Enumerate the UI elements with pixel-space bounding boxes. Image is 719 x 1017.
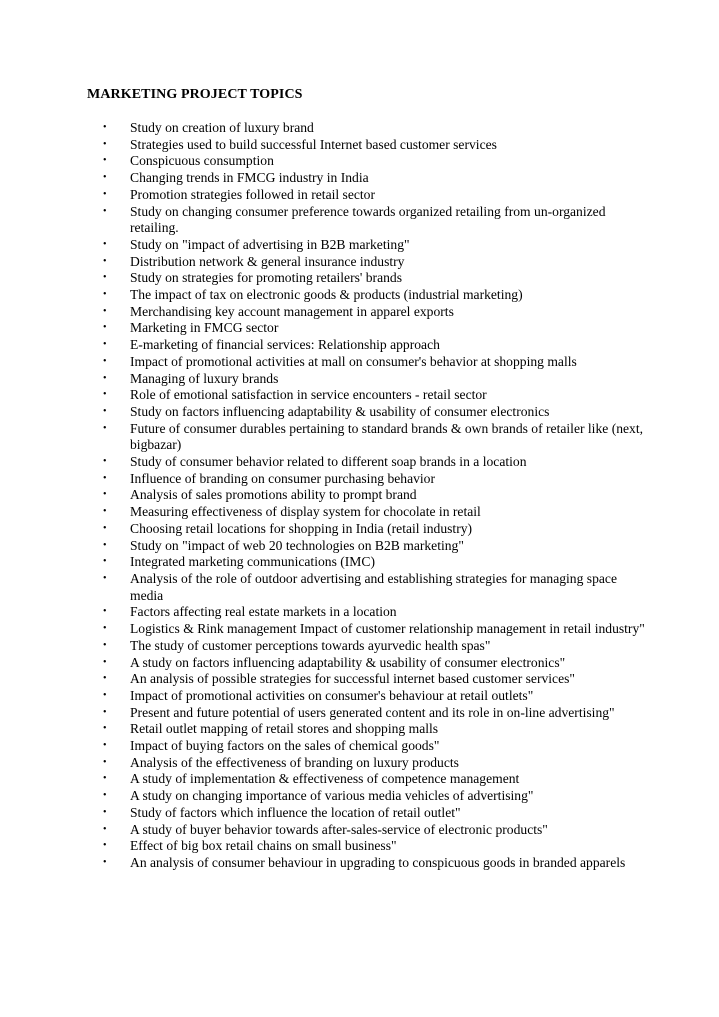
topic-text: A study on changing importance of various media vehicles of advertising"	[130, 788, 534, 804]
bullet-icon: •	[103, 656, 107, 668]
topic-text: Study on changing consumer preference towards organized retailing from un-organized retailing.	[130, 203, 606, 236]
bullet-icon: •	[103, 255, 107, 267]
list-item	[87, 287, 647, 304]
topic-text: Study on creation of luxury brand	[130, 120, 314, 135]
bullet-icon: •	[103, 823, 107, 835]
bullet-icon: •	[103, 305, 107, 317]
list-item	[87, 170, 647, 187]
bullet-icon: •	[103, 289, 107, 301]
topic-text: Promotion strategies followed in retail sector	[130, 186, 376, 202]
topic-text: Role of emotional satisfaction in service encounters - retail sector	[130, 387, 487, 403]
bullet-icon: •	[103, 188, 107, 200]
list-item	[87, 237, 647, 254]
list-item	[87, 137, 647, 154]
list-item	[87, 771, 647, 788]
topic-text: An analysis of possible strategies for successful internet based customer services"	[130, 671, 575, 687]
topic-text: Conspicuous consumption	[130, 153, 274, 169]
topic-text: The study of customer perceptions towards ayurvedic health spas"	[130, 637, 491, 653]
bullet-icon: •	[103, 723, 107, 735]
bullet-icon: •	[103, 405, 107, 417]
bullet-icon: •	[103, 539, 107, 551]
bullet-icon: •	[103, 806, 107, 818]
list-item	[87, 688, 647, 705]
bullet-icon: •	[103, 556, 107, 568]
topic-text: Impact of promotional activities at mall on consumer's behavior at shopping malls	[130, 353, 577, 369]
topic-text: A study on factors influencing adaptability & usability of consumer electronics"	[130, 654, 566, 670]
list-item	[87, 671, 647, 688]
bullet-icon: •	[103, 756, 107, 768]
bullet-icon: •	[103, 623, 107, 635]
list-item	[87, 371, 647, 388]
bullet-icon: •	[103, 122, 107, 133]
list-item	[87, 738, 647, 755]
list-item	[87, 504, 647, 521]
topic-text: Future of consumer durables pertaining to standard brands & own brands of retailer like (next, bigbazar)	[130, 420, 644, 453]
topic-text: An analysis of consumer behaviour in upgrading to conspicuous goods in branded apparels	[130, 854, 626, 870]
bullet-icon: •	[103, 740, 107, 752]
list-item	[87, 187, 647, 204]
bullet-icon: •	[103, 389, 107, 401]
topic-text: Merchandising key account management in apparel exports	[130, 303, 454, 319]
list-item	[87, 755, 647, 772]
bullet-icon: •	[103, 639, 107, 651]
list-item	[87, 454, 647, 471]
topic-text: Managing of luxury brands	[130, 370, 279, 386]
list-item	[87, 304, 647, 321]
bullet-icon: •	[103, 522, 107, 534]
bullet-icon: •	[103, 172, 107, 184]
topic-text: Choosing retail locations for shopping in India (retail industry)	[130, 520, 473, 536]
bullet-icon: •	[103, 773, 107, 785]
list-item	[87, 705, 647, 722]
list-item	[87, 855, 647, 872]
topic-list	[87, 120, 647, 872]
list-item	[87, 254, 647, 271]
list-item	[87, 571, 647, 604]
topic-text: Integrated marketing communications (IMC)	[130, 554, 375, 570]
list-item	[87, 538, 647, 555]
topic-text: Analysis of the effectiveness of branding on luxury products	[130, 754, 459, 770]
bullet-icon: •	[103, 355, 107, 367]
bullet-icon: •	[103, 138, 107, 150]
topic-text: Logistics & Rink management Impact of customer relationship management in retail industry"	[130, 621, 645, 637]
topic-text: Impact of promotional activities on consumer's behaviour at retail outlets"	[130, 687, 534, 703]
bullet-icon: •	[103, 689, 107, 701]
topic-text: A study of buyer behavior towards after-sales-service of electronic products"	[130, 821, 548, 837]
list-item	[87, 788, 647, 805]
bullet-icon: •	[103, 840, 107, 852]
page-title: MARKETING PROJECT TOPICS	[87, 87, 303, 102]
list-item	[87, 721, 647, 738]
list-item	[87, 621, 647, 638]
list-item	[87, 521, 647, 538]
list-item	[87, 320, 647, 337]
list-item	[87, 270, 647, 287]
list-item	[87, 604, 647, 621]
list-item	[87, 354, 647, 371]
topic-text: The impact of tax on electronic goods & products (industrial marketing)	[130, 287, 523, 303]
topic-text: Effect of big box retail chains on small business"	[130, 838, 397, 854]
bullet-icon: •	[103, 205, 107, 217]
bullet-icon: •	[103, 422, 107, 434]
topic-text: Measuring effectiveness of display system for chocolate in retail	[130, 504, 481, 520]
list-item	[87, 421, 647, 454]
bullet-icon: •	[103, 155, 107, 167]
topic-text: Strategies used to build successful Internet based customer services	[130, 136, 497, 152]
topic-text: Study on "impact of web 20 technologies on B2B marketing"	[130, 537, 464, 553]
topic-text: Study of consumer behavior related to different soap brands in a location	[130, 454, 527, 470]
list-item	[87, 838, 647, 855]
bullet-icon: •	[103, 790, 107, 802]
topic-text: Impact of buying factors on the sales of chemical goods"	[130, 738, 440, 754]
topic-text: A study of implementation & effectiveness of competence management	[130, 771, 520, 787]
list-item	[87, 554, 647, 571]
bullet-icon: •	[103, 272, 107, 284]
list-item	[87, 655, 647, 672]
topic-text: Influence of branding on consumer purchasing behavior	[130, 470, 436, 486]
bullet-icon: •	[103, 572, 107, 584]
bullet-icon: •	[103, 489, 107, 501]
bullet-icon: •	[103, 322, 107, 334]
bullet-icon: •	[103, 506, 107, 518]
topic-text: Study on "impact of advertising in B2B marketing"	[130, 236, 410, 252]
bullet-icon: •	[103, 856, 107, 868]
topic-text: Study on factors influencing adaptability & usability of consumer electronics	[130, 403, 550, 419]
bullet-icon: •	[103, 472, 107, 484]
topic-text: Study on strategies for promoting retailers' brands	[130, 270, 403, 286]
bullet-icon: •	[103, 456, 107, 468]
list-item	[87, 204, 647, 237]
topic-text: Retail outlet mapping of retail stores and shopping malls	[130, 721, 439, 737]
bullet-icon: •	[103, 372, 107, 384]
list-item	[87, 153, 647, 170]
topic-text: Distribution network & general insurance industry	[130, 253, 405, 269]
topic-text: Factors affecting real estate markets in a location	[130, 604, 397, 620]
bullet-icon: •	[103, 339, 107, 351]
list-item	[87, 822, 647, 839]
list-item	[87, 387, 647, 404]
topic-text: E-marketing of financial services: Relationship approach	[130, 337, 440, 353]
topic-text: Study of factors which influence the location of retail outlet"	[130, 804, 461, 820]
topic-text: Changing trends in FMCG industry in India	[130, 170, 369, 186]
bullet-icon: •	[103, 238, 107, 250]
list-item	[87, 404, 647, 421]
list-item	[87, 805, 647, 822]
topic-text: Marketing in FMCG sector	[130, 320, 279, 336]
list-item	[87, 638, 647, 655]
list-item	[87, 120, 647, 137]
topic-text: Analysis of the role of outdoor advertising and establishing strategies for managing space media	[130, 570, 617, 603]
topic-text: Present and future potential of users generated content and its role in on-line advertising"	[130, 704, 615, 720]
list-item	[87, 487, 647, 504]
bullet-icon: •	[103, 606, 107, 618]
list-item	[87, 471, 647, 488]
bullet-icon: •	[103, 706, 107, 718]
topic-text: Analysis of sales promotions ability to prompt brand	[130, 487, 417, 503]
bullet-icon: •	[103, 673, 107, 685]
list-item	[87, 337, 647, 354]
